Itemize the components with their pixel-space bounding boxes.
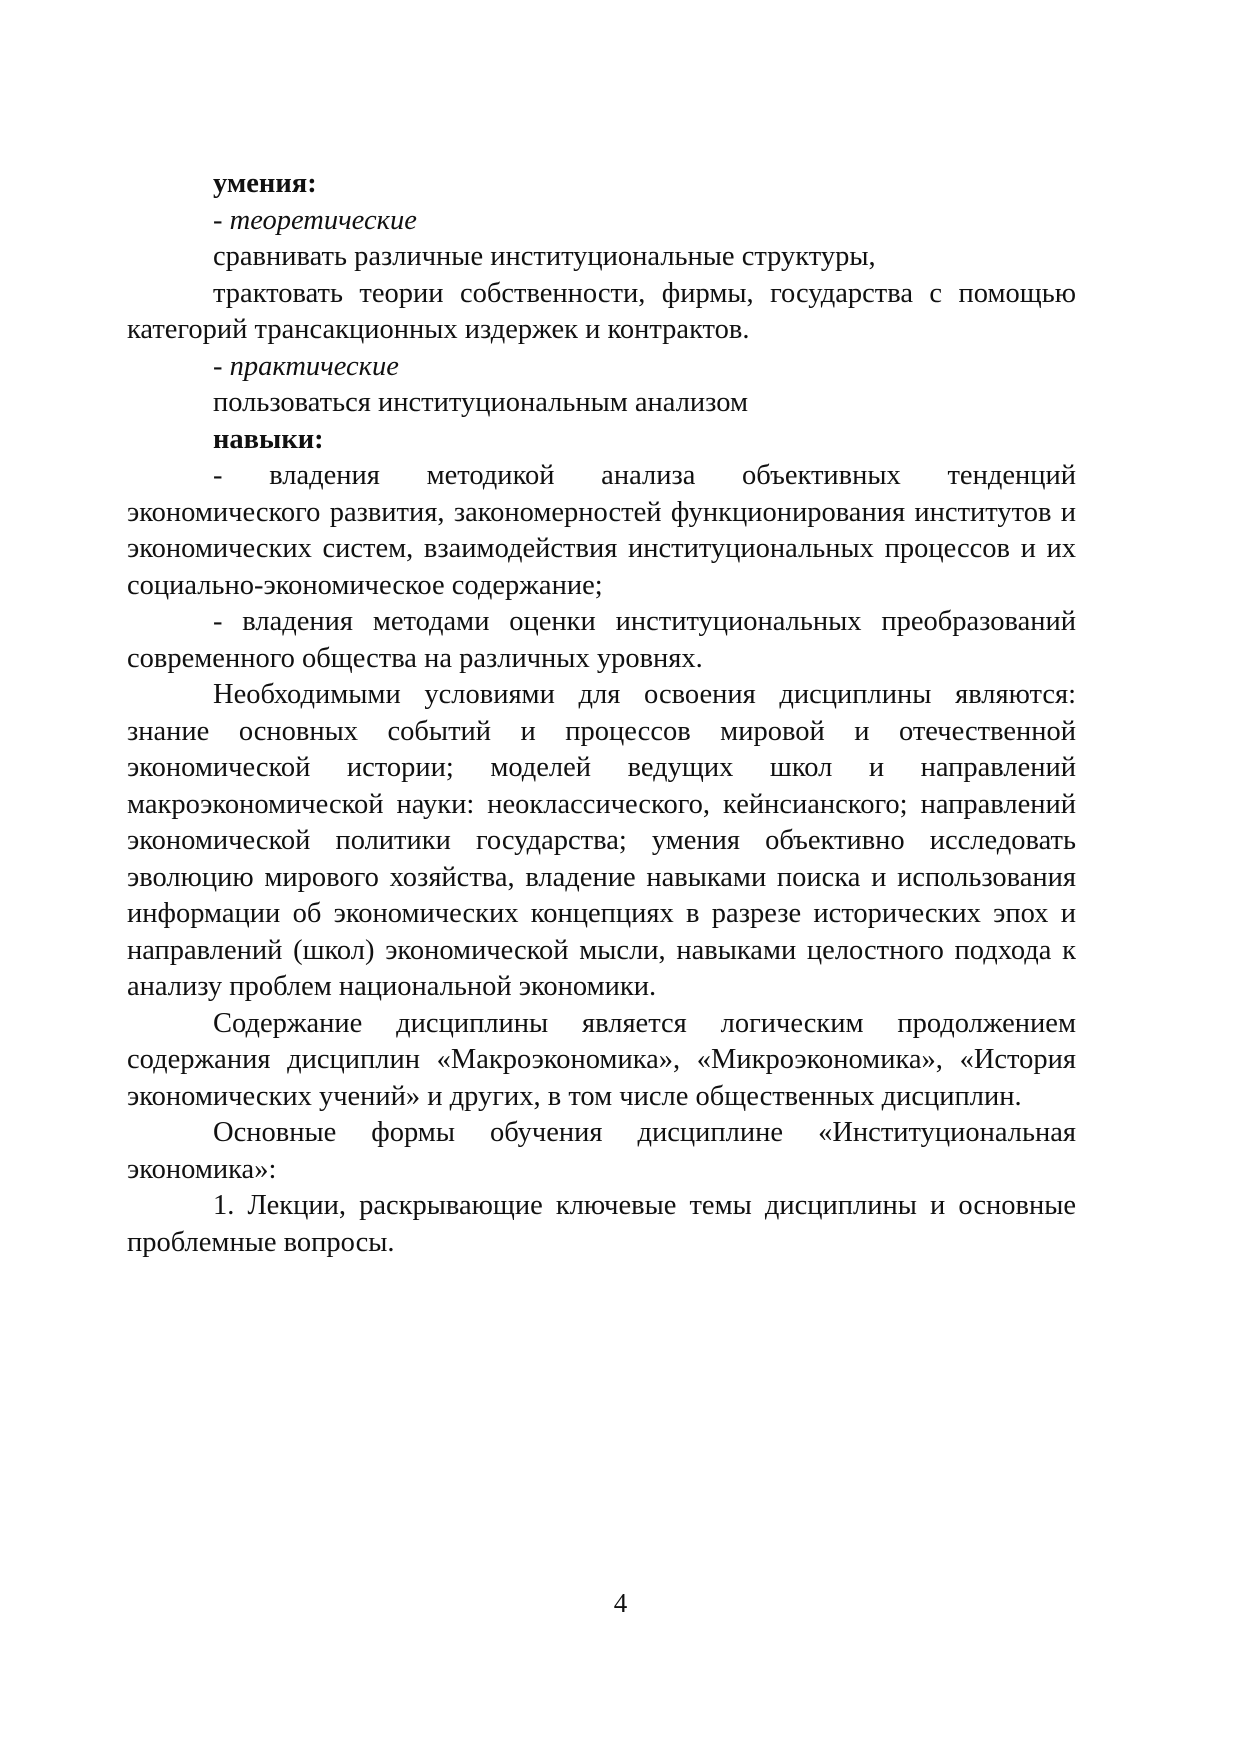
habits-item: - владения методами оценки институциональных преобразований современного общества на различных уровнях. [127, 606, 1076, 674]
page-number: 4 [613, 1588, 628, 1618]
habits-heading: навыки: [213, 423, 324, 455]
body-paragraph: Основные формы обучения дисциплине «Институциональная экономика»: [127, 1117, 1076, 1185]
practice-subheading: - практические [213, 350, 399, 382]
theory-item: трактовать теории собственности, фирмы, государства с помощью категорий трансакционных издержек и контрактов. [127, 277, 1076, 345]
practice-item: пользоваться институциональным анализом [213, 387, 749, 418]
theory-subheading: - теоретические [213, 204, 417, 236]
theory-item: сравнивать различные институциональные структуры, [213, 241, 876, 272]
body-paragraph: Необходимыми условиями для освоения дисциплины являются: знание основных событий и процессов мировой и отечественной экономической истории; моделей ведущих школ и направлений макроэкономической науки: неоклассического, кейнсианского; направлений экономической политики государства; умения объективно исследовать эволюцию мирового хозяйства, владение навыками поиска и использования информации об экономических концепциях в разрезе исторических эпох и направлений (школ) экономической мысли, навыками целостного подхода к анализу проблем национальной экономики. [127, 679, 1076, 1002]
habits-item: - владения методикой анализа объективных тенденций экономического развития, закономерностей функционирования институтов и экономических систем, взаимодействия институциональных процессов и их социально-экономическое содержание; [127, 460, 1076, 601]
body-paragraph: Содержание дисциплины является логическим продолжением содержания дисциплин «Макроэкономика», «Микроэкономика», «История экономических учений» и других, в том числе общественных дисциплин. [127, 1007, 1076, 1112]
document-body [127, 166, 1076, 1261]
skills-heading: умения: [213, 168, 317, 199]
body-paragraph: 1. Лекции, раскрывающие ключевые темы дисциплины и основные проблемные вопросы. [127, 1190, 1076, 1258]
